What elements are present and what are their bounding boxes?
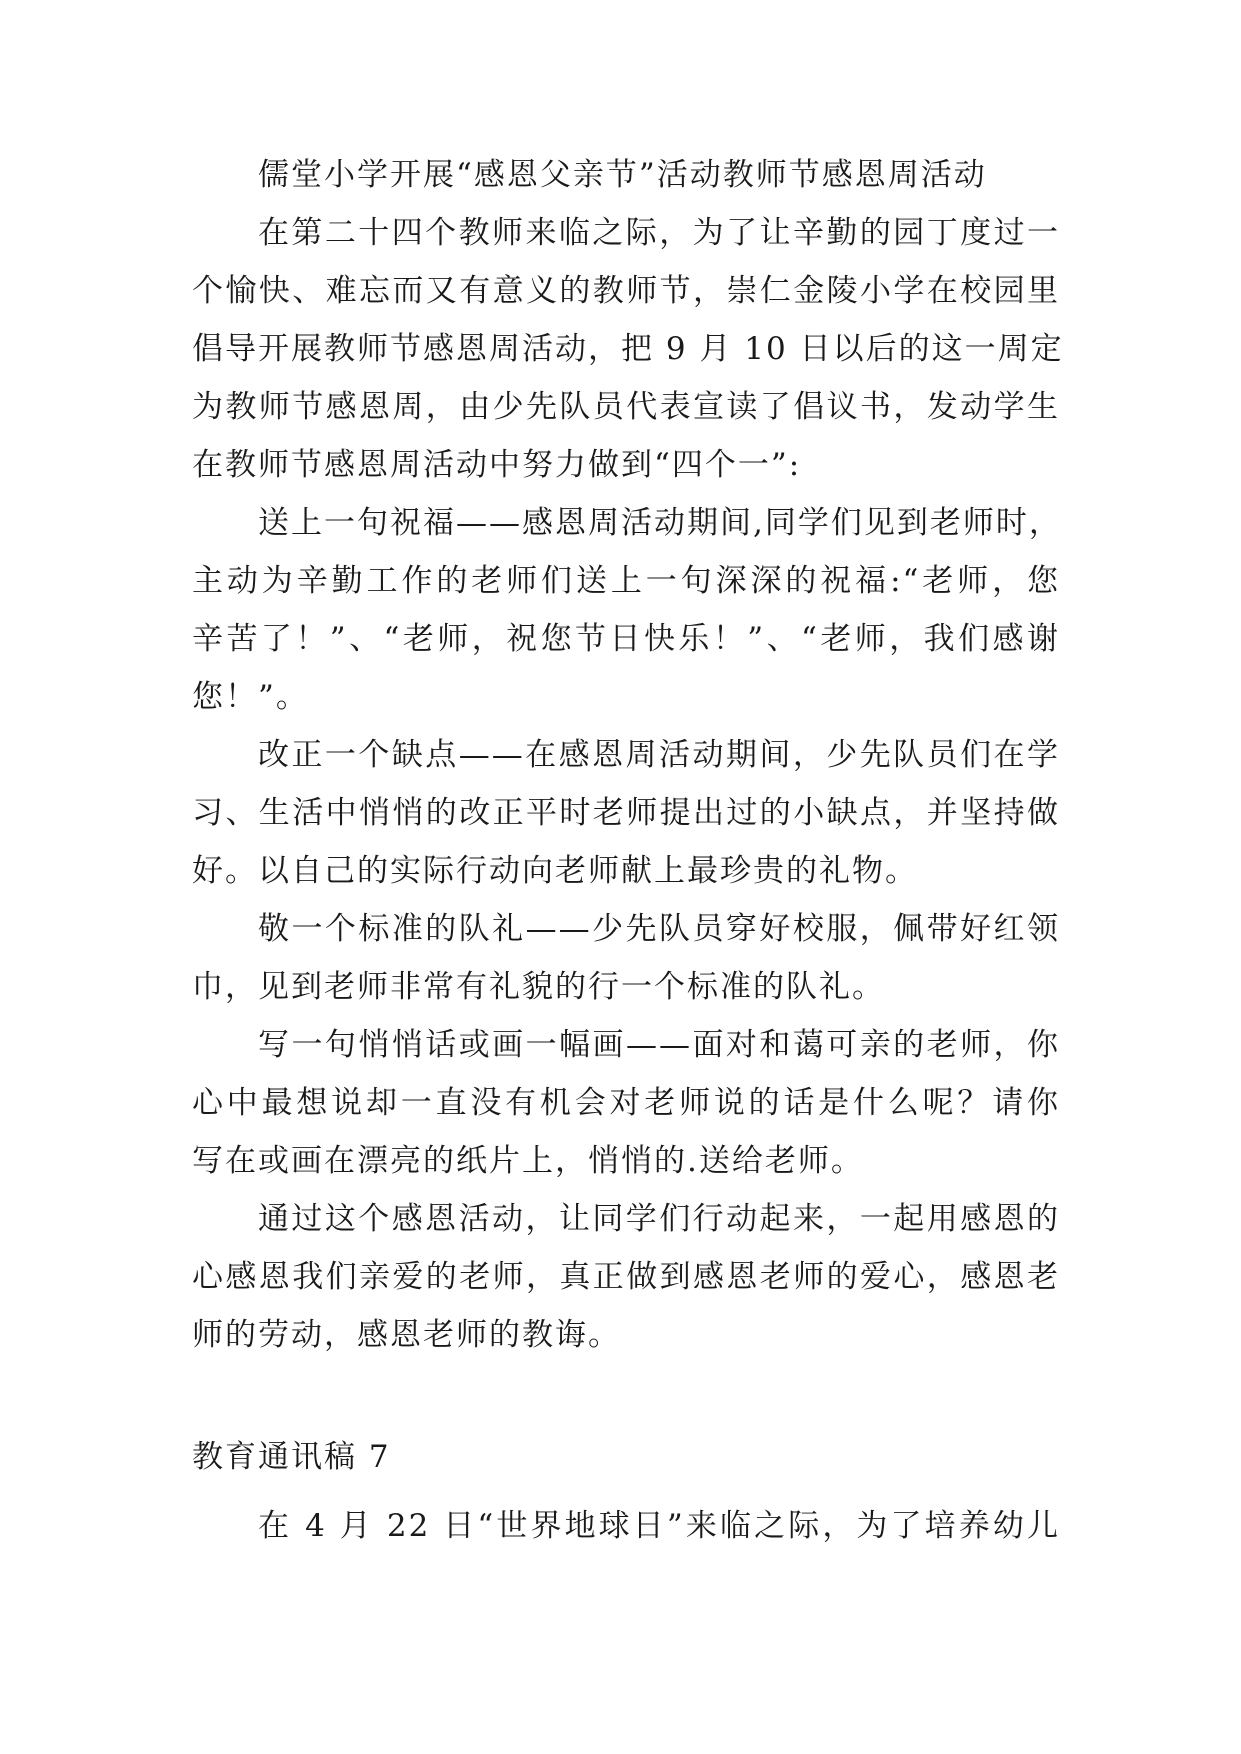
section-heading: 教育通讯稿 7	[192, 1439, 391, 1475]
paragraph-line: 倡导开展教师节感恩周活动，把 9 月 10 日以后的这一周定	[192, 331, 1064, 367]
paragraph-line: 在教师节感恩周活动中努力做到“四个一”:	[192, 447, 802, 483]
paragraph-line: 改正一个缺点——在感恩周活动期间，少先队员们在学	[258, 737, 1060, 773]
paragraph-line: 主动为辛勤工作的老师们送上一句深深的祝福:“老师，您	[192, 563, 1060, 599]
paragraph-salute	[192, 900, 1060, 1016]
paragraph-line: 写一句悄悄话或画一幅画——面对和蔼可亲的老师，你	[258, 1027, 1060, 1063]
paragraph-whisper-drawing	[192, 1016, 1060, 1190]
paragraph-line: 为教师节感恩周，由少先队员代表宣读了倡议书，发动学生	[192, 389, 1060, 425]
paragraph-line: 敬一个标准的队礼——少先队员穿好校服，佩带好红领	[258, 911, 1060, 947]
paragraph-line: 心中最想说却一直没有机会对老师说的话是什么呢？请你	[192, 1085, 1060, 1121]
paragraph-line: 习、生活中悄悄的改正平时老师提出过的小缺点，并坚持做	[192, 795, 1060, 831]
paragraph-line: 心感恩我们亲爱的老师，真正做到感恩老师的爱心，感恩老	[192, 1259, 1060, 1295]
paragraph-line: 写在或画在漂亮的纸片上，悄悄的.送给老师。	[192, 1143, 864, 1179]
paragraph-line: 送上一句祝福——感恩周活动期间,同学们见到老师时，	[258, 505, 1062, 541]
paragraph-line: 师的劳动，感恩老师的教诲。	[192, 1317, 621, 1353]
paragraph-line: 好。以自己的实际行动向老师献上最珍贵的礼物。	[192, 853, 918, 889]
paragraph-intro	[192, 204, 1064, 494]
article-body	[192, 146, 1064, 1364]
paragraph-line: 个愉快、难忘而又有意义的教师节，崇仁金陵小学在校园里	[192, 273, 1060, 309]
paragraph-conclusion	[192, 1190, 1060, 1364]
paragraph-line: 通过这个感恩活动，让同学们行动起来，一起用感恩的	[258, 1201, 1060, 1237]
paragraph-fix-shortcoming	[192, 726, 1060, 900]
next-article-body	[192, 1497, 1060, 1555]
paragraph-line: 巾，见到老师非常有礼貌的行一个标准的队礼。	[192, 969, 885, 1005]
paragraph-blessing	[192, 494, 1060, 726]
paragraph-line: 在 4 月 22 日“世界地球日”来临之际，为了培养幼儿	[258, 1508, 1060, 1544]
paragraph-line: 在第二十四个教师来临之际，为了让辛勤的园丁度过一	[258, 215, 1060, 251]
paragraph-line: 您！”。	[192, 679, 309, 715]
article-title: 儒堂小学开展“感恩父亲节”活动教师节感恩周活动	[258, 157, 987, 193]
paragraph-line: 辛苦了！”、“老师，祝您节日快乐！”、“老师，我们感谢	[192, 621, 1060, 657]
